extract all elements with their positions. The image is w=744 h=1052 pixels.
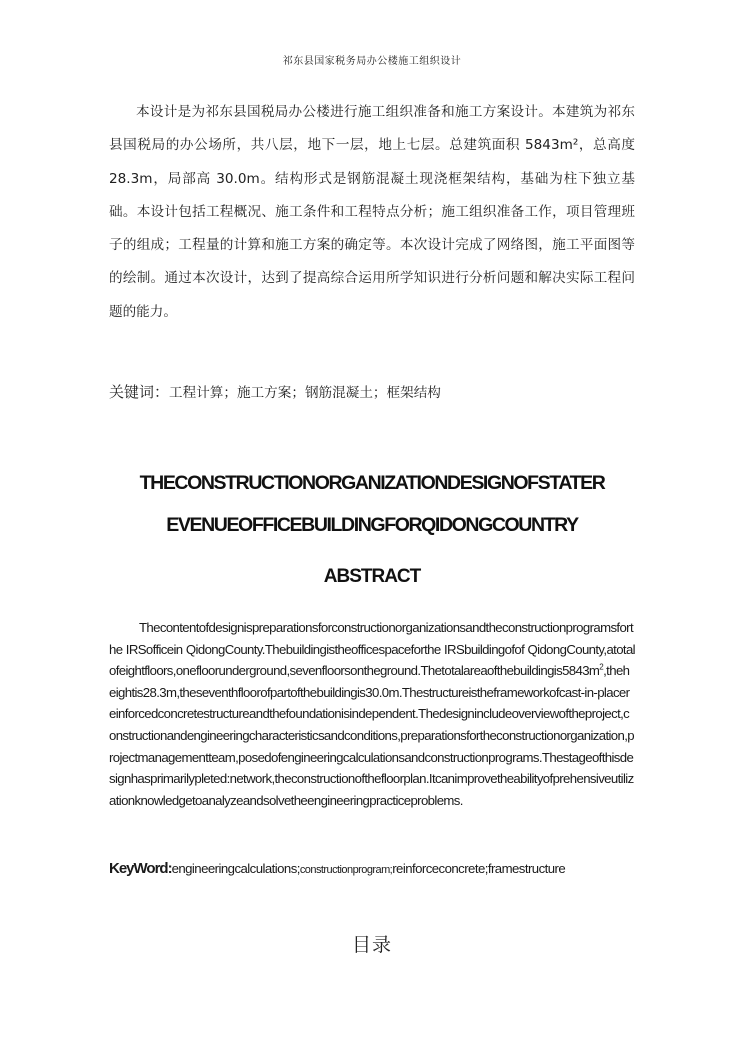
chinese-abstract-paragraph: 本设计是为祁东县国税局办公楼进行施工组织准备和施工方案设计。本建筑为祁东县国税局的办公场所，共八层，地下一层，地上七层。总建筑面积 5843m²，总高度 28.3m，局部高 30.0m。结构形式是钢筋混凝土现浇框架结构，基础为柱下独立基础。本设计包括工程概况、施工条件和工程特点分析；施工组织准备工作，项目管理班子的组成；工程量的计算和施工方案的确定等。本次设计完成了网络图，施工平面图等的绘制。通过本次设计，达到了提高综合运用所学知识进行分析问题和解决实际工程问题的能力。: [109, 104, 635, 320]
english-keyword-1: engineeringcalculations;: [171, 861, 300, 876]
english-title-line-1: THECONSTRUCTIONORGANIZATIONDESIGNOFSTATER: [139, 472, 605, 494]
chinese-keywords-terms: 工程计算；施工方案；钢筋混凝土；框架结构: [169, 385, 441, 401]
table-of-contents-title: 目录: [351, 934, 392, 956]
running-header: 祁东县国家税务局办公楼施工组织设计: [282, 56, 462, 67]
english-abstract-part-1: Thecontentofdesignispreparationsforconstructionorganizationsandtheconstructionprogramsforthe IRSofficein QidongCounty.Thebuildingistheofficespaceforthe IRSbuildingofof QidongCounty,atotalofeightfloors,onefloorunderground,sevenfloorsontheground.Thetotalareaofthebuildingis5843m: [109, 620, 635, 679]
english-title: [60, 462, 684, 546]
chinese-keywords: [109, 381, 635, 402]
english-keyword-3: reinforceconcrete;framestructure: [392, 861, 566, 876]
english-abstract-paragraph: [109, 617, 635, 811]
english-keywords: [109, 852, 635, 887]
english-keywords-label: KeyWord:: [109, 860, 172, 877]
superscript-squared: 2: [599, 662, 604, 672]
abstract-heading: ABSTRACT: [323, 566, 421, 587]
chinese-keywords-label: 关键词：: [109, 383, 170, 401]
english-abstract-part-2: ,theheightis28.3m,theseventhfloorofpartofthebuildingis30.0m.Thestructureistheframeworkofcast-in-placereinforcedconcretestructureandthefoundationisindependent.Thedesignincludeoverviewoftheproject,constructionandengineeringcharacteristicsandconditions,preparationsfortheconstructionorganization,projectmanagementteam,posedofengineeringcalculationsandconstructionprograms.Thestageofthisdesignhasprimarilypleted:network,theconstructionofthefloorplan.Itcanimprovetheabilityofprehensiveutilizationknowledgetoanalyzeandsolvetheengineeringpracticeproblems.: [109, 663, 634, 808]
english-keyword-2: constructionprogram;: [299, 864, 393, 876]
english-title-line-2: EVENUEOFFICEBUILDINGFORQIDONGCOUNTRY: [166, 514, 578, 536]
